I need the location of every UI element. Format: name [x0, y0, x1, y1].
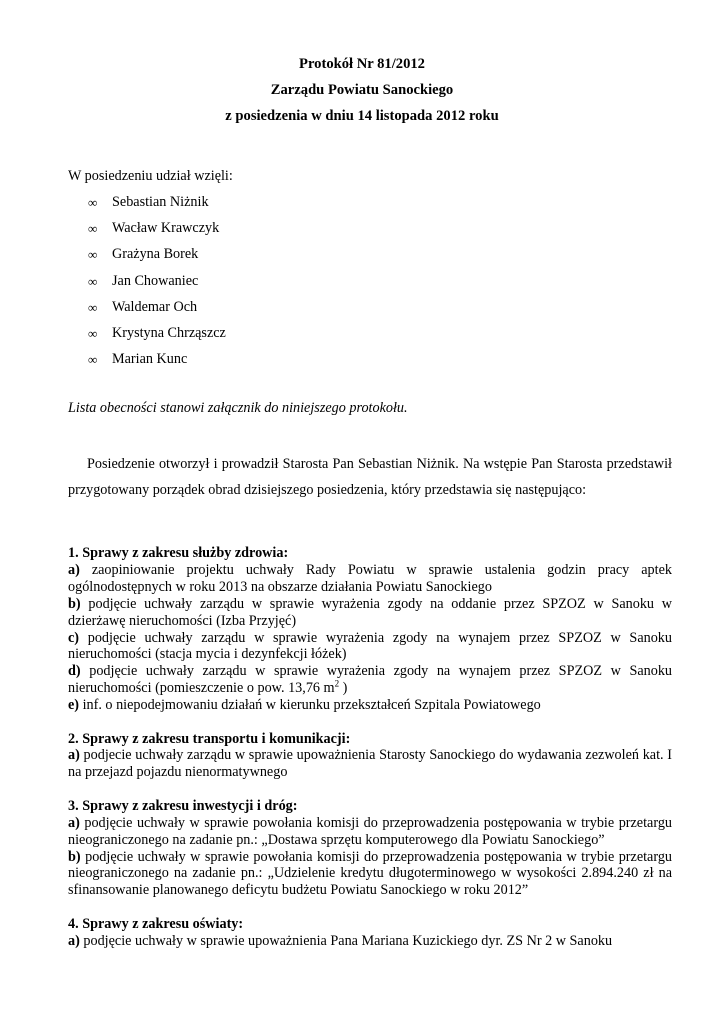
agenda-item-text: podjęcie uchwały zarządu w sprawie wyrażenia zgody na wynajem przez SPZOZ w Sanoku nieruchomości (pomieszczenie o pow. 13,76 m — [68, 663, 673, 697]
attendee-item — [88, 194, 226, 220]
agenda-item-letter: a) — [68, 814, 80, 831]
agenda-section — [68, 545, 672, 714]
agenda-item — [68, 815, 672, 849]
agenda-item-text: podjęcie uchwały w sprawie powołania komisji do przeprowadzenia postępowania w trybie przetargu nieograniczonego na zadanie pn.: „Dostawa sprzętu komputerowego dla Powiatu Sanockiego” — [68, 814, 673, 848]
attendee-name: Sebastian Niżnik — [112, 194, 209, 210]
agenda-section-heading: 2. Sprawy z zakresu transportu i komunikacji: — [68, 730, 351, 747]
agenda-item-letter: b) — [68, 848, 81, 865]
agenda-item — [68, 630, 672, 664]
bullet-icon: ∞ — [88, 195, 98, 210]
agenda-item — [68, 933, 672, 950]
agenda-item-letter: b) — [68, 595, 81, 612]
agenda-item-letter: a) — [68, 747, 80, 764]
attendance-list — [88, 194, 226, 377]
attendee-name: Krystyna Chrząszcz — [112, 324, 226, 341]
agenda-item — [68, 697, 672, 714]
agenda-item — [68, 747, 672, 781]
board-name-title: Zarządu Powiatu Sanockiego — [270, 82, 454, 98]
agenda-section — [68, 731, 672, 782]
attendee-name: Wacław Krawczyk — [112, 220, 220, 237]
attendee-name: Jan Chowaniec — [112, 272, 199, 289]
agenda-item-letter: a) — [68, 561, 80, 578]
bullet-icon: ∞ — [88, 299, 98, 315]
bullet-icon: ∞ — [88, 325, 98, 341]
agenda-item — [68, 849, 672, 900]
agenda-section-heading: 4. Sprawy z zakresu oświaty: — [68, 915, 244, 932]
attendee-item — [88, 351, 226, 377]
agenda-item-text: inf. o niepodejmowaniu działań w kierunku przekształceń Szpitala Powiatowego — [82, 697, 541, 714]
attendee-item — [88, 273, 226, 299]
agenda-section — [68, 798, 672, 899]
agenda-item — [68, 596, 672, 630]
agenda-item-letter: d) — [68, 663, 81, 680]
attendance-intro: W posiedzeniu udział wzięli: — [68, 168, 233, 184]
bullet-icon: ∞ — [88, 273, 98, 289]
attendee-item — [88, 246, 226, 272]
agenda-item — [68, 663, 672, 697]
bullet-icon: ∞ — [88, 352, 98, 368]
agenda-item-letter: e) — [68, 697, 80, 714]
attendee-name: Grażyna Borek — [112, 246, 199, 263]
agenda-item — [68, 562, 672, 596]
opening-paragraph: Posiedzenie otworzył i prowadził Starosta Pan Sebastian Niżnik. Na wstępie Pan Starosta przedstawił przygotowany porządek obrad dzisiejszego posiedzenia, który przedstawia się następująco: — [68, 456, 672, 498]
agenda-item-letter: a) — [68, 932, 80, 949]
agenda-section — [68, 916, 672, 950]
attendance-list-note: Lista obecności stanowi załącznik do niniejszego protokołu. — [68, 400, 408, 416]
agenda-item-tail: ) — [339, 680, 348, 697]
attendee-name: Marian Kunc — [112, 351, 188, 368]
attendee-item — [88, 220, 226, 246]
superscript: 2 — [334, 678, 340, 689]
agenda-item-text: podjęcie uchwały w sprawie powołania komisji do przeprowadzenia postępowania w trybie przetargu nieograniczonego na zadanie pn.: „Udzielenie kredytu długoterminowego w wysokości 2.894.240 zł na sfinansowanie planowanego deficytu budżetu Powiatu Sanockiego w roku 2012” — [68, 848, 673, 899]
bullet-icon: ∞ — [88, 221, 98, 237]
agenda-item-text: podjęcie uchwały zarządu w sprawie wyrażenia zgody na oddanie przez SPZOZ w Sanoku w dzierżawę nieruchomości (Izba Przyjęć) — [68, 595, 672, 629]
attendee-name: Waldemar Och — [112, 298, 198, 315]
agenda-section-heading: 1. Sprawy z zakresu służby zdrowia: — [68, 545, 289, 561]
attendee-item — [88, 299, 226, 325]
agenda-item-text: podjęcie uchwały w sprawie upoważnienia Pana Mariana Kuzickiego dyr. ZS Nr 2 w Sanoku — [83, 932, 613, 949]
agenda-item-text: podjecie uchwały zarządu w sprawie upoważnienia Starosty Sanockiego do wydawania zezwoleń kat. I na przejazd pojazdu nienormatywnego — [68, 747, 672, 781]
agenda-item-text: zaopiniowanie projektu uchwały Rady Powiatu w sprawie ustalenia godzin pracy aptek ogólnodostępnych w roku 2013 na obszarze działania Powiatu Sanockiego — [68, 561, 672, 595]
protocol-number-title: Protokół Nr 81/2012 — [299, 56, 425, 72]
agenda-item-letter: c) — [68, 629, 80, 646]
bullet-icon: ∞ — [88, 247, 98, 263]
agenda-section-heading: 3. Sprawy z zakresu inwestycji i dróg: — [68, 797, 298, 814]
agenda-item-text: podjęcie uchwały zarządu w sprawie wyrażenia zgody na wynajem przez SPZOZ w Sanoku nieruchomości (stacja mycia i dezynfekcji łóżek) — [68, 629, 672, 663]
attendee-item — [88, 325, 226, 351]
agenda — [68, 545, 672, 966]
meeting-date-title: z posiedzenia w dniu 14 listopada 2012 roku — [225, 108, 499, 124]
